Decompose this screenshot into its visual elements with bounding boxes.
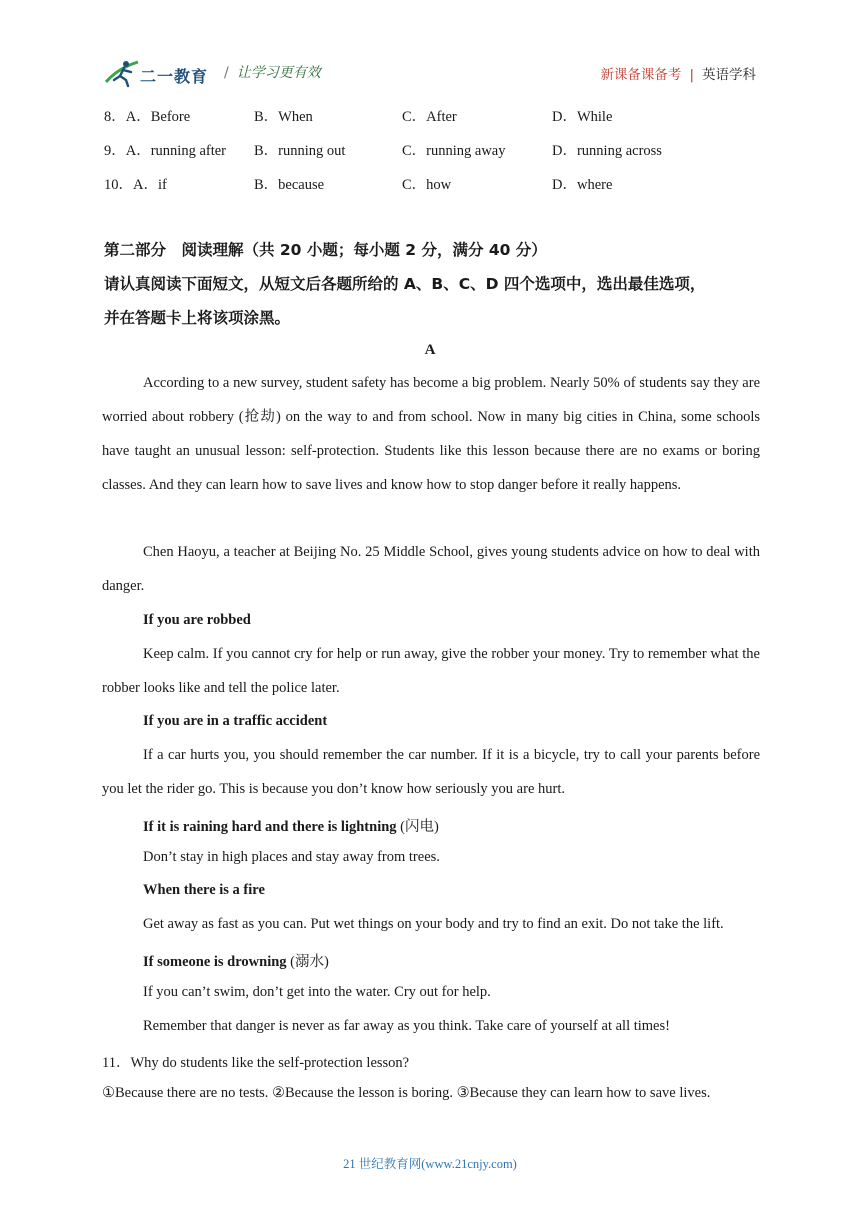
option-b: B．When bbox=[254, 109, 313, 125]
question-8-options bbox=[104, 105, 764, 127]
logo bbox=[104, 58, 212, 88]
heading-fire: When there is a fire bbox=[143, 882, 265, 898]
passage-paragraph-2: Chen Haoyu, a teacher at Beijing No. 25 Middle School, gives young students advice on how to deal with danger. bbox=[102, 544, 760, 594]
passage-paragraph-4: If a car hurts you, you should remember the car number. If it is a bicycle, try to call your parents before you let the rider go. This is because you don’t know how seriously you are hurt. bbox=[102, 747, 760, 797]
question-9-options bbox=[104, 139, 764, 161]
slogan: / 让学习更有效 bbox=[224, 65, 321, 81]
option-b: B．running out bbox=[254, 143, 346, 159]
header-subject bbox=[600, 63, 756, 83]
runner-logo-icon bbox=[104, 58, 144, 88]
option-d: D．While bbox=[552, 109, 613, 125]
section-instruction-2: 并在答题卡上将该项涂黑。 bbox=[104, 309, 291, 327]
slogan-text: 让学习更有效 bbox=[236, 65, 321, 81]
heading-drowning-note: (溺水) bbox=[286, 954, 329, 970]
header-subject-label: 英语学科 bbox=[702, 67, 756, 83]
option-a: 8．A．Before bbox=[104, 109, 191, 125]
option-a: 10．A．if bbox=[104, 177, 167, 193]
logo-text: 二一教育 bbox=[140, 67, 209, 86]
passage-paragraph-1: According to a new survey, student safety has become a big problem. Nearly 50% of students say they are worried about robbery (抢劫) on the way to and from school. Now in many big cities in China, some schools have taught an unusual lesson: self-protection. Students like this lesson because there are no exams or boring classes. And they can learn how to save lives and know how to stop danger before it really happens. bbox=[102, 375, 760, 493]
option-c: C．After bbox=[402, 109, 457, 125]
option-d: D．running across bbox=[552, 143, 662, 159]
option-c: C．how bbox=[402, 177, 452, 193]
option-c: C．running away bbox=[402, 143, 506, 159]
heading-lightning-note: (闪电) bbox=[396, 819, 439, 835]
header-course-label: 新课备课备考 bbox=[600, 67, 682, 83]
passage-label: A bbox=[424, 342, 436, 358]
passage-paragraph-8: Remember that danger is never as far away as you think. Take care of yourself at all times! bbox=[143, 1018, 670, 1034]
section-instruction-1: 请认真阅读下面短文，从短文后各题所给的 A、B、C、D 四个选项中，选出最佳选项， bbox=[104, 275, 706, 293]
heading-drowning-text: If someone is drowning bbox=[143, 954, 287, 970]
passage-paragraph-3: Keep calm. If you cannot cry for help or run away, give the robber your money. Try to remember what the robber looks like and tell the police later. bbox=[102, 646, 760, 696]
passage-paragraph-7: If you can’t swim, don’t get into the water. Cry out for help. bbox=[143, 984, 491, 1000]
question-10-options bbox=[104, 173, 764, 195]
section-title: 第二部分 阅读理解（共 20 小题；每小题 2 分，满分 40 分） bbox=[104, 241, 547, 259]
option-d: D．where bbox=[552, 177, 613, 193]
question-11: 11．Why do students like the self-protection lesson? bbox=[102, 1055, 410, 1071]
header-separator: | bbox=[689, 67, 694, 83]
page-header bbox=[104, 56, 756, 92]
page-footer: 21 世纪教育网(www.21cnjy.com) bbox=[343, 1157, 517, 1171]
option-a: 9．A．running after bbox=[104, 143, 227, 159]
heading-lightning bbox=[143, 815, 439, 836]
heading-traffic-accident: If you are in a traffic accident bbox=[143, 713, 328, 729]
heading-robbed: If you are robbed bbox=[143, 612, 251, 628]
question-11-options: ①Because there are no tests. ②Because the lesson is boring. ③Because they can learn how to save lives. bbox=[102, 1085, 711, 1101]
passage-paragraph-5: Don’t stay in high places and stay away from trees. bbox=[143, 849, 440, 865]
heading-drowning bbox=[143, 950, 329, 971]
option-b: B．because bbox=[254, 177, 325, 193]
heading-lightning-text: If it is raining hard and there is lightning bbox=[143, 819, 397, 835]
passage-paragraph-6: Get away as fast as you can. Put wet things on your body and try to find an exit. Do not take the lift. bbox=[143, 916, 724, 932]
